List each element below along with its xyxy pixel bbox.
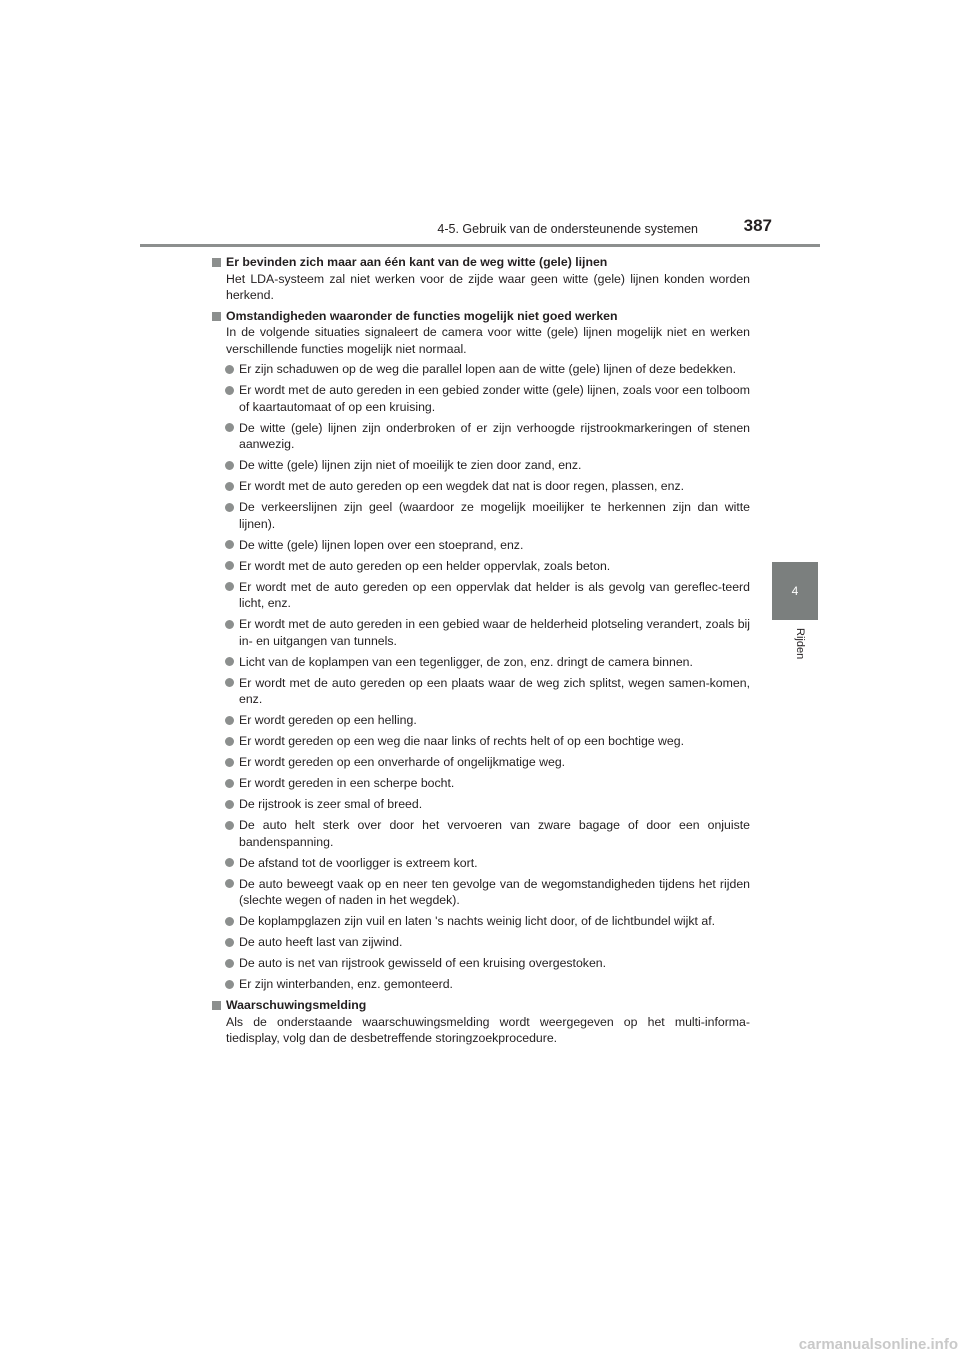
- round-bullet-icon: [225, 858, 234, 867]
- list-item-text: Er wordt gereden op een weg die naar links of rechts helt of op een bochtige weg.: [239, 734, 685, 748]
- chapter-label: Rijden: [794, 628, 806, 660]
- round-bullet-icon: [225, 800, 234, 809]
- list-item-text: De auto is net van rijstrook gewisseld of een kruising overgestoken.: [239, 956, 607, 970]
- list-item-text: De verkeerslijnen zijn geel (waardoor ze mogelijk moeilijker te herkennen zijn dan witte lijnen).: [239, 500, 750, 531]
- list-item-text: Er wordt met de auto gereden op een plaats waar de weg zich splitst, wegen samen-komen, enz.: [239, 675, 750, 706]
- list-item: [212, 876, 750, 909]
- section-paragraph: Als de onderstaande waarschuwingsmelding wordt weergegeven op het multi-informa-tiedisplay, volg dan de desbetreffende storingzoekprocedure.: [226, 1014, 750, 1045]
- list-item: [212, 976, 750, 993]
- list-item: [212, 796, 750, 813]
- list-item: [212, 754, 750, 771]
- round-bullet-icon: [225, 678, 234, 687]
- section-paragraph: In de volgende situaties signaleert de camera voor witte (gele) lijnen mogelijk niet en werken verschillende functies mogelijk niet normaal.: [226, 325, 750, 356]
- list-item-text: De witte (gele) lijnen lopen over een stoeprand, enz.: [239, 537, 524, 552]
- list-item-text: Er zijn winterbanden, enz. gemonteerd.: [239, 977, 453, 991]
- chapter-tab[interactable]: [772, 562, 818, 620]
- list-item: [212, 934, 750, 951]
- list-item: [212, 579, 750, 612]
- section: [212, 308, 750, 993]
- list-item-text: Er wordt met de auto gereden in een gebied waar de helderheid plotseling verandert, zoals bij in- en uitgangen van tunnels.: [239, 617, 750, 648]
- round-bullet-icon: [225, 482, 234, 491]
- round-bullet-icon: [225, 657, 234, 666]
- round-bullet-icon: [225, 461, 234, 470]
- list-item-text: Er wordt gereden op een onverharde of ongelijkmatige weg.: [239, 755, 566, 769]
- list-item-text: De witte (gele) lijnen zijn niet of moeilijk te zien door zand, enz.: [239, 458, 582, 472]
- list-item-text: De afstand tot de voorligger is extreem kort.: [239, 855, 478, 870]
- round-bullet-icon: [225, 779, 234, 788]
- list-item: [212, 382, 750, 415]
- list-item-text: De rijstrook is zeer smal of breed.: [239, 797, 423, 811]
- watermark: carmanualsonline.info: [798, 1336, 958, 1353]
- section-title-text: Omstandigheden waaronder de functies mogelijk niet goed werken: [226, 308, 618, 323]
- list-item-text: Er wordt met de auto gereden in een gebied zonder witte (gele) lijnen, zoals voor een tolboom of kaartautomaat of op een kruising.: [239, 383, 750, 414]
- list-item-text: De koplampglazen zijn vuil en laten 's nachts weinig licht door, of de lichtbundel wijkt af.: [239, 914, 716, 928]
- round-bullet-icon: [225, 620, 234, 629]
- list-item: [212, 654, 750, 671]
- list-item: [212, 558, 750, 575]
- round-bullet-icon: [225, 540, 234, 549]
- list-item: [212, 855, 750, 872]
- section-title-text: Er bevinden zich maar aan één kant van de weg witte (gele) lijnen: [226, 255, 608, 269]
- round-bullet-icon: [225, 582, 234, 591]
- round-bullet-icon: [225, 980, 234, 989]
- section-title: [212, 997, 750, 1014]
- round-bullet-icon: [225, 503, 234, 512]
- list-item: [212, 361, 750, 378]
- list-item-text: Er zijn schaduwen op de weg die parallel lopen aan de witte (gele) lijnen of deze bedekken.: [239, 362, 736, 376]
- list-item: [212, 499, 750, 532]
- section-title-text: Waarschuwingsmelding: [226, 998, 367, 1012]
- list-item: [212, 955, 750, 972]
- list-item: [212, 712, 750, 729]
- list-item: [212, 817, 750, 850]
- round-bullet-icon: [225, 423, 234, 432]
- list-item-text: Er wordt met de auto gereden op een wegdek dat nat is door regen, plassen, enz.: [239, 479, 685, 493]
- round-bullet-icon: [225, 879, 234, 888]
- list-item: [212, 478, 750, 495]
- round-bullet-icon: [225, 365, 234, 374]
- list-item: [212, 616, 750, 649]
- list-item-text: Er wordt met de auto gereden op een helder oppervlak, zoals beton.: [239, 558, 611, 573]
- list-item-text: De auto helt sterk over door het vervoeren van zware bagage of door een onjuiste bandenspanning.: [239, 818, 750, 849]
- section: [212, 997, 750, 1047]
- list-item: [212, 775, 750, 792]
- list-item-text: De auto heeft last van zijwind.: [239, 935, 403, 949]
- round-bullet-icon: [225, 821, 234, 830]
- list-item-text: Er wordt gereden op een helling.: [239, 713, 417, 727]
- square-bullet-icon: [212, 258, 221, 267]
- square-bullet-icon: [212, 312, 221, 321]
- round-bullet-icon: [225, 737, 234, 746]
- list-item-text: Licht van de koplampen van een tegenligger, de zon, enz. dringt de camera binnen.: [239, 654, 693, 669]
- round-bullet-icon: [225, 959, 234, 968]
- list-item-text: De witte (gele) lijnen zijn onderbroken of er zijn verhoogde rijstrookmarkeringen of stenen aanwezig.: [239, 420, 750, 451]
- list-item: [212, 675, 750, 708]
- round-bullet-icon: [225, 716, 234, 725]
- round-bullet-icon: [225, 917, 234, 926]
- round-bullet-icon: [225, 386, 234, 395]
- list-item: [212, 733, 750, 750]
- list-item-text: De auto beweegt vaak op en neer ten gevolge van de wegomstandigheden tijdens het rijden (slechte wegen of naden in het wegdek).: [239, 876, 750, 907]
- list-item-text: Er wordt met de auto gereden op een oppervlak dat helder is als gevolg van gereflec-teerd licht, enz.: [239, 579, 750, 610]
- square-bullet-icon: [212, 1001, 221, 1010]
- section: [212, 254, 750, 304]
- round-bullet-icon: [225, 758, 234, 767]
- chapter-number: 4: [791, 584, 799, 598]
- page-number: 387: [743, 216, 772, 235]
- section-title: [212, 308, 750, 325]
- bullet-list: [212, 361, 750, 993]
- list-item: [212, 457, 750, 474]
- list-item-text: Er wordt gereden in een scherpe bocht.: [239, 776, 455, 790]
- page-content: [212, 254, 750, 1051]
- header-divider: [140, 244, 820, 247]
- section-title: [212, 254, 750, 271]
- round-bullet-icon: [225, 938, 234, 947]
- round-bullet-icon: [225, 561, 234, 570]
- section-paragraph: Het LDA-systeem zal niet werken voor de zijde waar geen witte (gele) lijnen konden worden herkend.: [226, 271, 750, 302]
- list-item: [212, 420, 750, 453]
- header-section-title: 4-5. Gebruik van de ondersteunende systemen: [437, 222, 698, 236]
- list-item: [212, 913, 750, 930]
- page-header: [140, 216, 820, 244]
- list-item: [212, 537, 750, 554]
